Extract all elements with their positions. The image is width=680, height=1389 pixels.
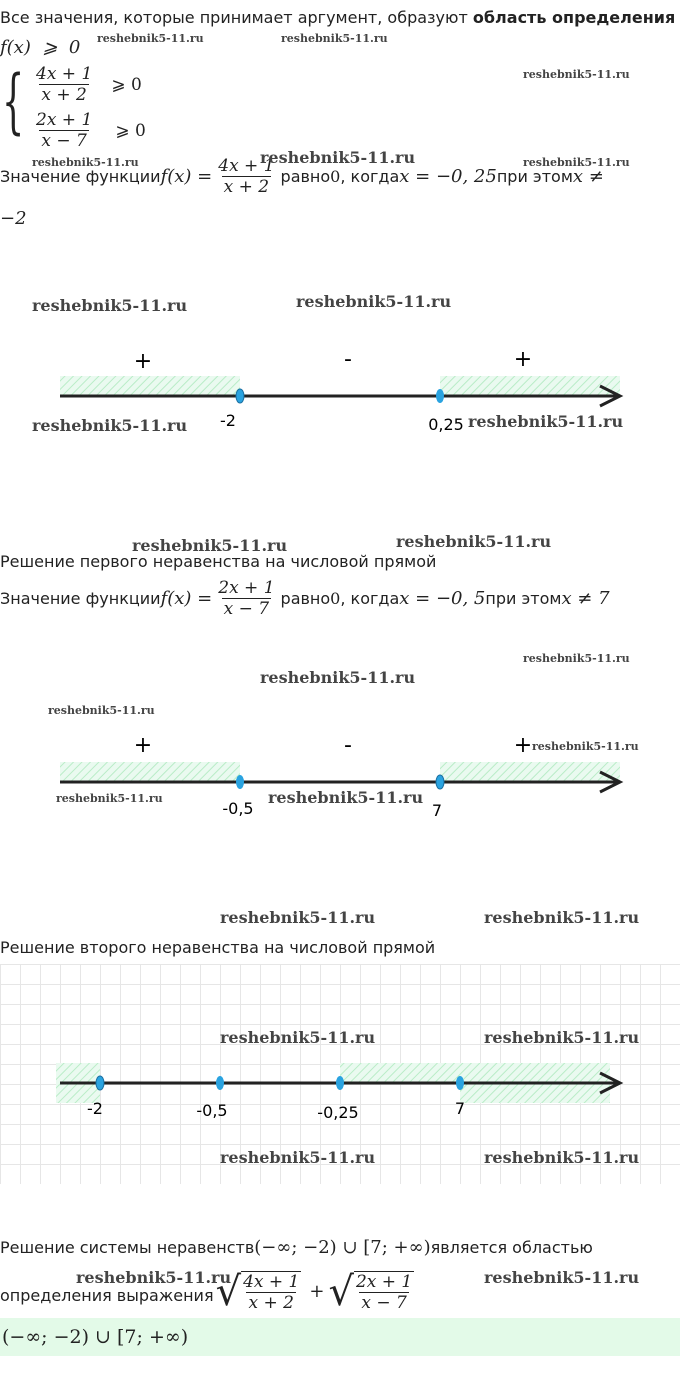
sign-plus-left-1: + <box>133 349 153 374</box>
domain-condition: f(x) ⩾ 0 <box>0 37 81 58</box>
shade-right-3 <box>460 1083 610 1103</box>
intro-text: Все значения, которые принимает аргумент, образуют область определения <box>0 8 676 27</box>
label-025-1: 0,25 <box>428 415 464 434</box>
function-zero-2: Значение функции f(x) = $\frac{2x + 1}{x - 7}$ равно 0 , когда x = −0, 5 при этом x ≠ 7 <box>0 578 610 619</box>
number-line-2 <box>0 716 680 826</box>
conclusion-line-1: Решение системы неравенств (−∞; −2) ∪ [7; +∞) является областью <box>0 1237 593 1258</box>
answer-text: (−∞; −2) ∪ [7; +∞) <box>2 1326 189 1348</box>
shade-left-1 <box>60 376 240 396</box>
label-neg05-2: -0,5 <box>222 799 254 818</box>
system-brace: { <box>2 60 25 142</box>
system-row-1: $\frac{4x + 1}{x + 2}$ ⩾ 0 <box>36 64 142 105</box>
watermark: reshebnik5-11.ru <box>523 156 630 169</box>
watermark: reshebnik5-11.ru <box>532 740 639 753</box>
watermark: reshebnik5-11.ru <box>523 68 630 81</box>
watermark: reshebnik5-11.ru <box>484 1268 640 1287</box>
caption-2: Решение второго неравенства на числовой прямой <box>0 938 436 957</box>
watermark: reshebnik5-11.ru <box>268 788 424 807</box>
watermark: reshebnik5-11.ru <box>220 908 376 927</box>
point-7-3 <box>456 1076 464 1090</box>
intro-bold: область определения <box>472 8 676 27</box>
label-neg05-3: -0,5 <box>196 1101 228 1120</box>
watermark: reshebnik5-11.ru <box>484 1028 640 1047</box>
label-7-2: 7 <box>431 801 443 820</box>
watermark: reshebnik5-11.ru <box>48 704 155 717</box>
sign-plus-left-2: + <box>133 733 153 758</box>
point-025 <box>436 389 444 403</box>
label-neg025-3: -0,25 <box>317 1103 359 1122</box>
watermark: reshebnik5-11.ru <box>523 652 630 665</box>
watermark: reshebnik5-11.ru <box>296 292 452 311</box>
point-neg05 <box>236 775 244 789</box>
watermark: reshebnik5-11.ru <box>484 1148 640 1167</box>
point-neg2 <box>236 389 244 403</box>
caption-1: Решение первого неравенства на числовой прямой <box>0 552 437 571</box>
sign-plus-right-2: + <box>513 733 533 758</box>
point-neg05-3 <box>216 1076 224 1090</box>
sign-plus-right-1: + <box>513 347 533 372</box>
watermark: reshebnik5-11.ru <box>281 32 388 45</box>
shade-right-1 <box>440 376 620 396</box>
watermark: reshebnik5-11.ru <box>32 156 139 169</box>
watermark: reshebnik5-11.ru <box>220 1148 376 1167</box>
label-7-3: 7 <box>454 1099 466 1118</box>
conclusion-line-2: определения выражения √ $\frac{4x + 1}{x + 2}$ + √ $\frac{2x + 1}{x - 7}$ <box>0 1269 413 1315</box>
watermark: reshebnik5-11.ru <box>76 1268 232 1287</box>
function-zero-1: Значение функции f(x) = $\frac{4x + 1}{x + 2}$ равно 0 , когда x = −0, 25 при этом x ≠ <box>0 156 604 197</box>
watermark: reshebnik5-11.ru <box>132 536 288 555</box>
shade-mid-3 <box>340 1063 610 1083</box>
watermark: reshebnik5-11.ru <box>260 148 416 167</box>
watermark: reshebnik5-11.ru <box>220 1028 376 1047</box>
watermark: reshebnik5-11.ru <box>396 532 552 551</box>
watermark: reshebnik5-11.ru <box>260 668 416 687</box>
watermark: reshebnik5-11.ru <box>56 792 163 805</box>
point-neg025-3 <box>336 1076 344 1090</box>
watermark: reshebnik5-11.ru <box>468 412 624 431</box>
watermark: reshebnik5-11.ru <box>32 296 188 315</box>
label-neg2-3: -2 <box>87 1099 103 1118</box>
label-neg2-1: -2 <box>220 411 236 430</box>
watermark: reshebnik5-11.ru <box>484 908 640 927</box>
number-line-3 <box>0 1050 680 1130</box>
sign-minus-2: - <box>344 733 352 758</box>
sign-minus-1: - <box>344 347 352 372</box>
point-neg2-3 <box>96 1076 104 1090</box>
function-zero-1-wrap: −2 <box>0 208 27 229</box>
answer-box <box>0 1318 680 1356</box>
shade-left-2 <box>60 762 240 782</box>
watermark: reshebnik5-11.ru <box>32 416 188 435</box>
system-row-2: $\frac{2x + 1}{x - 7}$ ⩾ 0 <box>36 110 146 151</box>
point-7 <box>436 775 444 789</box>
shade-right-2 <box>440 762 620 782</box>
watermark: reshebnik5-11.ru <box>97 32 204 45</box>
